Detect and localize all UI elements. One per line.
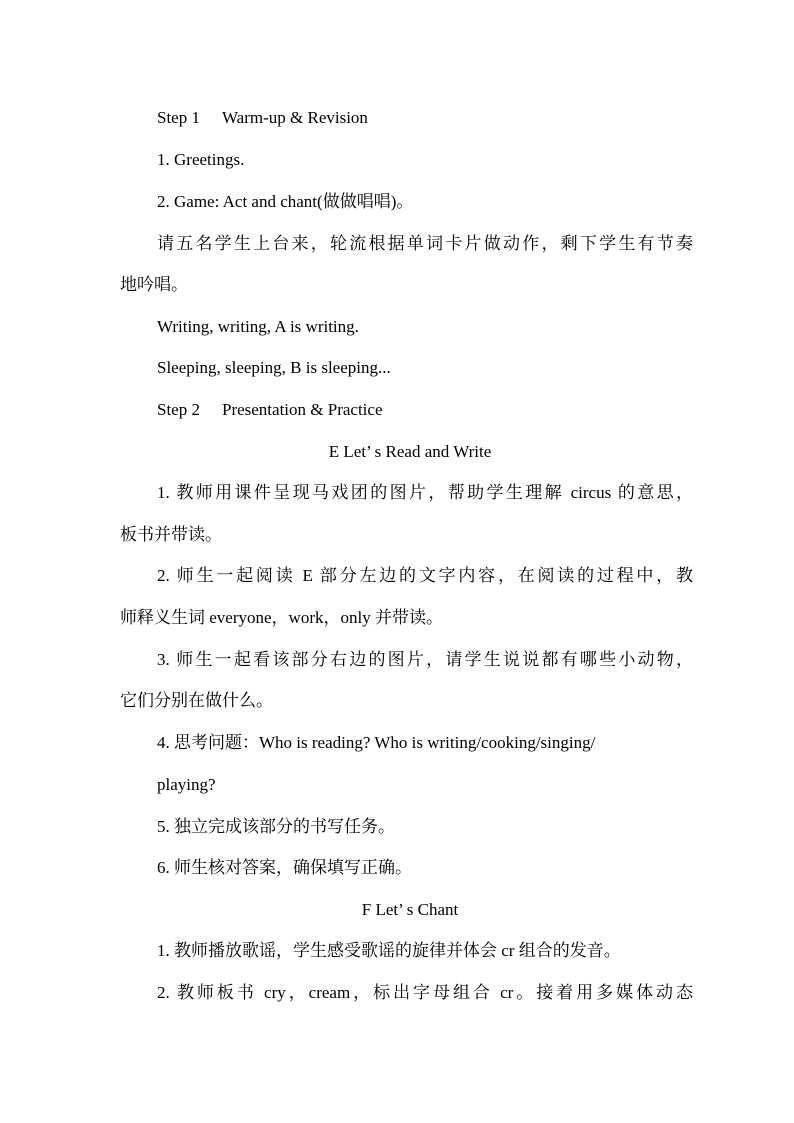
e-item6: 6. 师生核对答案，确保填写正确。 xyxy=(157,858,412,877)
step1-heading xyxy=(157,106,368,130)
e-item5: 5. 独立完成该部分的书写任务。 xyxy=(157,817,395,836)
e-item1-line2: 板书并带读。 xyxy=(120,525,222,544)
chant-line-1: Writing, writing, A is writing. xyxy=(157,317,359,336)
step2-label: Step 2 xyxy=(157,400,200,419)
e-item3-line2: 它们分别在做什么。 xyxy=(120,691,273,710)
f-item1: 1. 教师播放歌谣，学生感受歌谣的旋律并体会 cr 组合的发音。 xyxy=(157,941,621,960)
section-f-title: F Let’ s Chant xyxy=(361,900,459,919)
e-item2-line1: 2. 师生一起阅读 E 部分左边的文字内容，在阅读的过程中，教 xyxy=(157,566,693,585)
greetings-item: 1. Greetings. xyxy=(157,150,245,169)
section-e-title: E Let’ s Read and Write xyxy=(328,442,492,461)
step2-heading xyxy=(157,398,383,422)
e-item4-line2: playing? xyxy=(157,775,216,794)
chant-line-2: Sleeping, sleeping, B is sleeping... xyxy=(157,358,391,377)
game-item: 2. Game: Act and chant(做做唱唱)。 xyxy=(157,192,414,211)
e-item1-line1: 1. 教师用课件呈现马戏团的图片，帮助学生理解 circus 的意思， xyxy=(157,483,693,502)
game-instructions-line1: 请五名学生上台来，轮流根据单词卡片做动作，剩下学生有节奏 xyxy=(157,234,693,253)
f-item2: 2. 教师板书 cry，cream，标出字母组合 cr。接着用多媒体动态 xyxy=(157,983,693,1002)
e-item4-line1: 4. 思考问题：Who is reading? Who is writing/cooking/singing/ xyxy=(157,733,596,752)
e-item2-line2: 师释义生词 everyone，work，only 并带读。 xyxy=(120,608,443,627)
step1-title: Warm-up & Revision xyxy=(221,108,368,127)
e-item3-line1: 3. 师生一起看该部分右边的图片，请学生说说都有哪些小动物， xyxy=(157,650,693,669)
step1-label: Step 1 xyxy=(157,108,200,127)
game-instructions-line2: 地吟唱。 xyxy=(120,275,188,294)
step2-title: Presentation & Practice xyxy=(221,400,383,419)
